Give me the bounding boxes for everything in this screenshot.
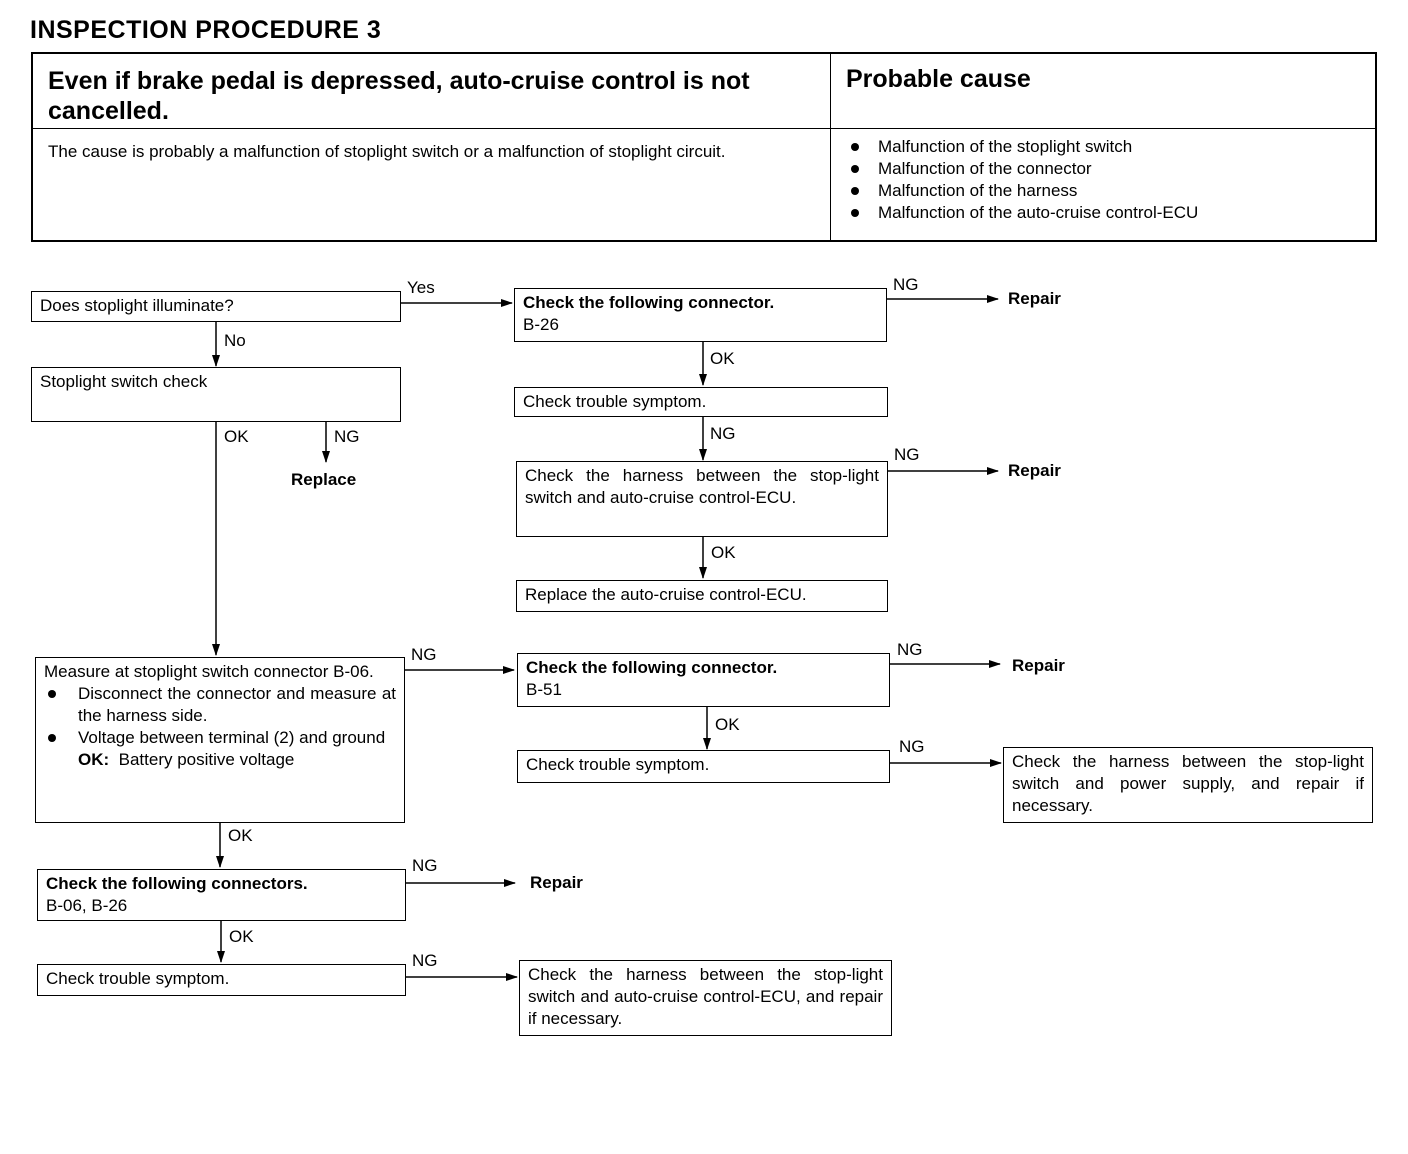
result-replace: Replace bbox=[291, 470, 357, 489]
connector-id: B-06, B-26 bbox=[46, 896, 128, 915]
step-text: Check the harness between the stop-light switch and power supply, and repair if necessary. bbox=[1012, 752, 1364, 815]
step-check-trouble-1 bbox=[514, 387, 888, 417]
label-ng: NG bbox=[412, 951, 438, 970]
step-stoplight-question bbox=[31, 291, 401, 322]
symptom-description: The cause is probably a malfunction of stoplight switch or a malfunction of stoplight circuit. bbox=[48, 142, 726, 161]
step-text: Does stoplight illuminate? bbox=[40, 296, 234, 315]
cause-item: Malfunction of the harness bbox=[847, 180, 1198, 202]
label-ok: OK bbox=[715, 715, 740, 734]
label-yes: Yes bbox=[407, 278, 435, 297]
step-check-connector-b26 bbox=[514, 288, 887, 342]
result-repair: Repair bbox=[1008, 289, 1061, 308]
step-check-connector-b51 bbox=[517, 653, 890, 707]
step-harness-ecu-repair bbox=[519, 960, 892, 1036]
label-ng: NG bbox=[894, 445, 920, 464]
step-switch-check bbox=[31, 367, 401, 422]
label-ok: OK bbox=[229, 927, 254, 946]
step-text: Replace the auto-cruise control-ECU. bbox=[525, 585, 807, 604]
step-harness-ecu bbox=[516, 461, 888, 537]
label-ng: NG bbox=[334, 427, 360, 446]
step-replace-ecu bbox=[516, 580, 888, 612]
label-ng: NG bbox=[897, 640, 923, 659]
connector-id: B-51 bbox=[526, 680, 562, 699]
step-text: Check the harness between the stop-light switch and auto-cruise control-ECU, and repair if necessary. bbox=[528, 965, 883, 1028]
measure-step: Disconnect the connector and measure at the harness side. bbox=[44, 683, 396, 727]
step-title: Check the following connector. bbox=[523, 293, 775, 312]
cause-item: Malfunction of the auto-cruise control-ECU bbox=[847, 202, 1198, 224]
step-check-trouble-3 bbox=[37, 964, 406, 996]
step-text: Check trouble symptom. bbox=[523, 392, 707, 411]
label-ng: NG bbox=[899, 737, 925, 756]
page-title: INSPECTION PROCEDURE 3 bbox=[30, 16, 382, 44]
cause-item: Malfunction of the connector bbox=[847, 158, 1198, 180]
label-no: No bbox=[224, 331, 246, 350]
step-check-trouble-2 bbox=[517, 750, 890, 783]
label-ok: OK bbox=[711, 543, 736, 562]
symptom-heading: Even if brake pedal is depressed, auto-cruise control is not cancelled. bbox=[48, 67, 750, 125]
label-ng: NG bbox=[893, 275, 919, 294]
ok-label: OK: bbox=[78, 750, 110, 769]
label-ok: OK bbox=[228, 826, 253, 845]
step-measure-b06 bbox=[35, 657, 405, 823]
label-ng: NG bbox=[412, 856, 438, 875]
step-text: Check the harness between the stop-light switch and auto-cruise control-ECU. bbox=[525, 466, 879, 507]
step-title: Measure at stoplight switch connector B-06. bbox=[44, 662, 374, 681]
connector-id: B-26 bbox=[523, 315, 559, 334]
label-ng: NG bbox=[411, 645, 437, 664]
ok-criterion bbox=[44, 749, 396, 771]
cause-item: Malfunction of the stoplight switch bbox=[847, 136, 1198, 158]
step-check-connectors-b06-b26 bbox=[37, 869, 406, 921]
result-repair: Repair bbox=[1012, 656, 1065, 675]
step-text: Stoplight switch check bbox=[40, 372, 208, 391]
label-ng: NG bbox=[710, 424, 736, 443]
step-title: Check the following connector. bbox=[526, 658, 778, 677]
step-text: Check trouble symptom. bbox=[526, 755, 710, 774]
probable-cause-heading: Probable cause bbox=[846, 65, 1031, 93]
label-ok: OK bbox=[710, 349, 735, 368]
step-title: Check the following connectors. bbox=[46, 874, 308, 893]
result-repair: Repair bbox=[1008, 461, 1061, 480]
result-repair: Repair bbox=[530, 873, 583, 892]
measure-step: Voltage between terminal (2) and ground bbox=[44, 727, 396, 749]
step-text: Check trouble symptom. bbox=[46, 969, 230, 988]
step-harness-power bbox=[1003, 747, 1373, 823]
label-ok: OK bbox=[224, 427, 249, 446]
ok-value: Battery positive voltage bbox=[118, 750, 295, 769]
